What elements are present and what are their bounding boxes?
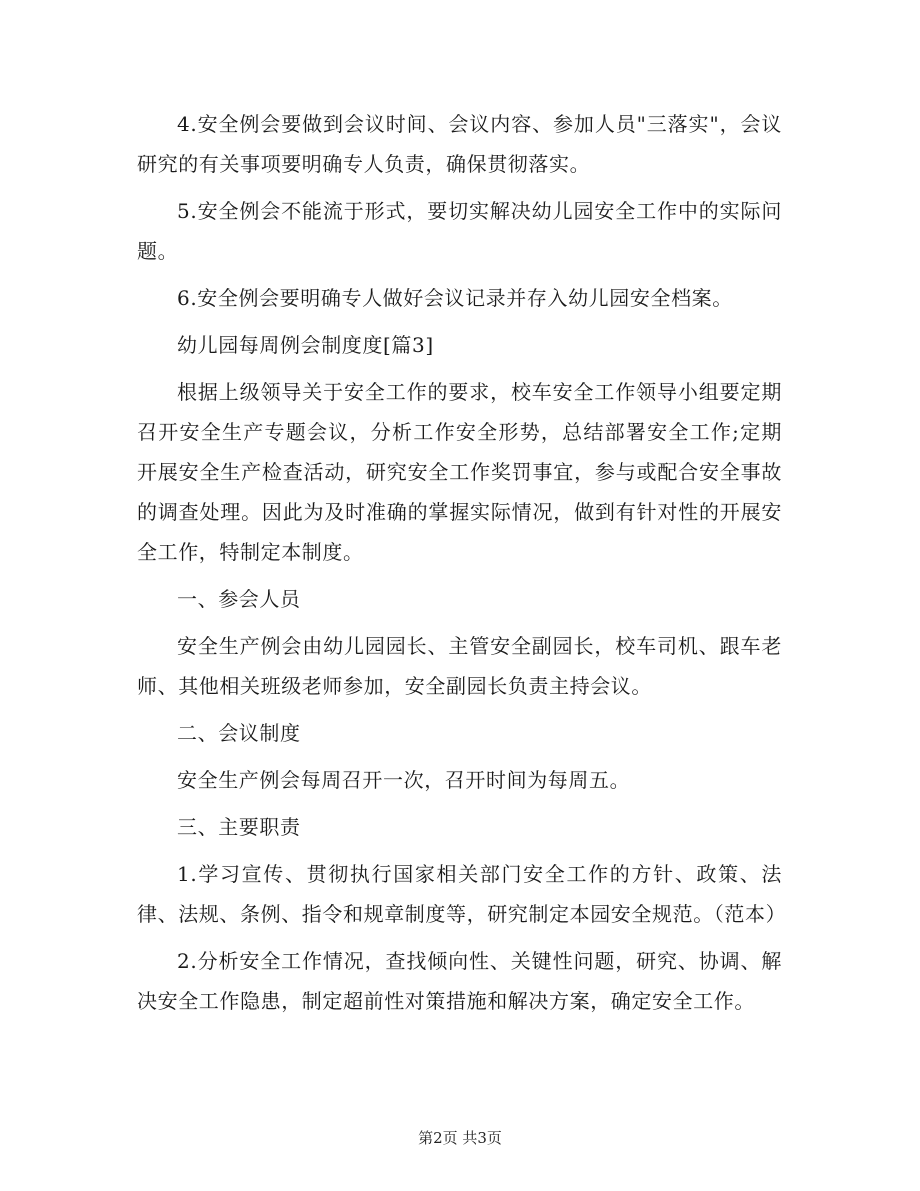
heading-main-duties: 三、主要职责 [177,815,301,839]
page-number-footer: 第2页 共3页 [418,1129,502,1147]
document-body [137,104,787,1028]
section-heading: 幼儿园每周例会制度度[篇3] [177,333,434,357]
heading-attendees: 一、参会人员 [177,587,301,611]
paragraph-item-4: 4.安全例会要做到会议时间、会议内容、参加人员"三落实"，会议研究的有关事项要明确专人负责，确保贯彻落实。 [137,112,782,176]
attendees-paragraph: 安全生产例会由幼儿园园长、主管安全副园长，校车司机、跟车老师、其他相关班级老师参加，安全副园长负责主持会议。 [137,634,782,698]
intro-paragraph: 根据上级领导关于安全工作的要求，校车安全工作领导小组要定期召开安全生产专题会议，分析工作安全形势，总结部署安全工作;定期开展安全生产检查活动，研究安全工作奖罚事宜，参与或配合安全事故的调查处理。因此为及时准确的掌握实际情况，做到有针对性的开展安全工作，特制定本制度。 [137,380,782,564]
paragraph-item-5: 5.安全例会不能流于形式，要切实解决幼儿园安全工作中的实际问题。 [137,199,782,263]
duty-item-2: 2.分析安全工作情况，查找倾向性、关键性问题，研究、协调、解决安全工作隐患，制定超前性对策措施和解决方案，确定安全工作。 [137,949,782,1013]
heading-meeting-system: 二、会议制度 [177,721,301,745]
duty-item-1: 1.学习宣传、贯彻执行国家相关部门安全工作的方针、政策、法律、法规、条例、指令和规章制度等，研究制定本园安全规范。（范本） [137,862,787,926]
paragraph-item-6: 6.安全例会要明确专人做好会议记录并存入幼儿园安全档案。 [177,286,733,310]
meeting-system-paragraph: 安全生产例会每周召开一次，召开时间为每周五。 [177,768,631,792]
